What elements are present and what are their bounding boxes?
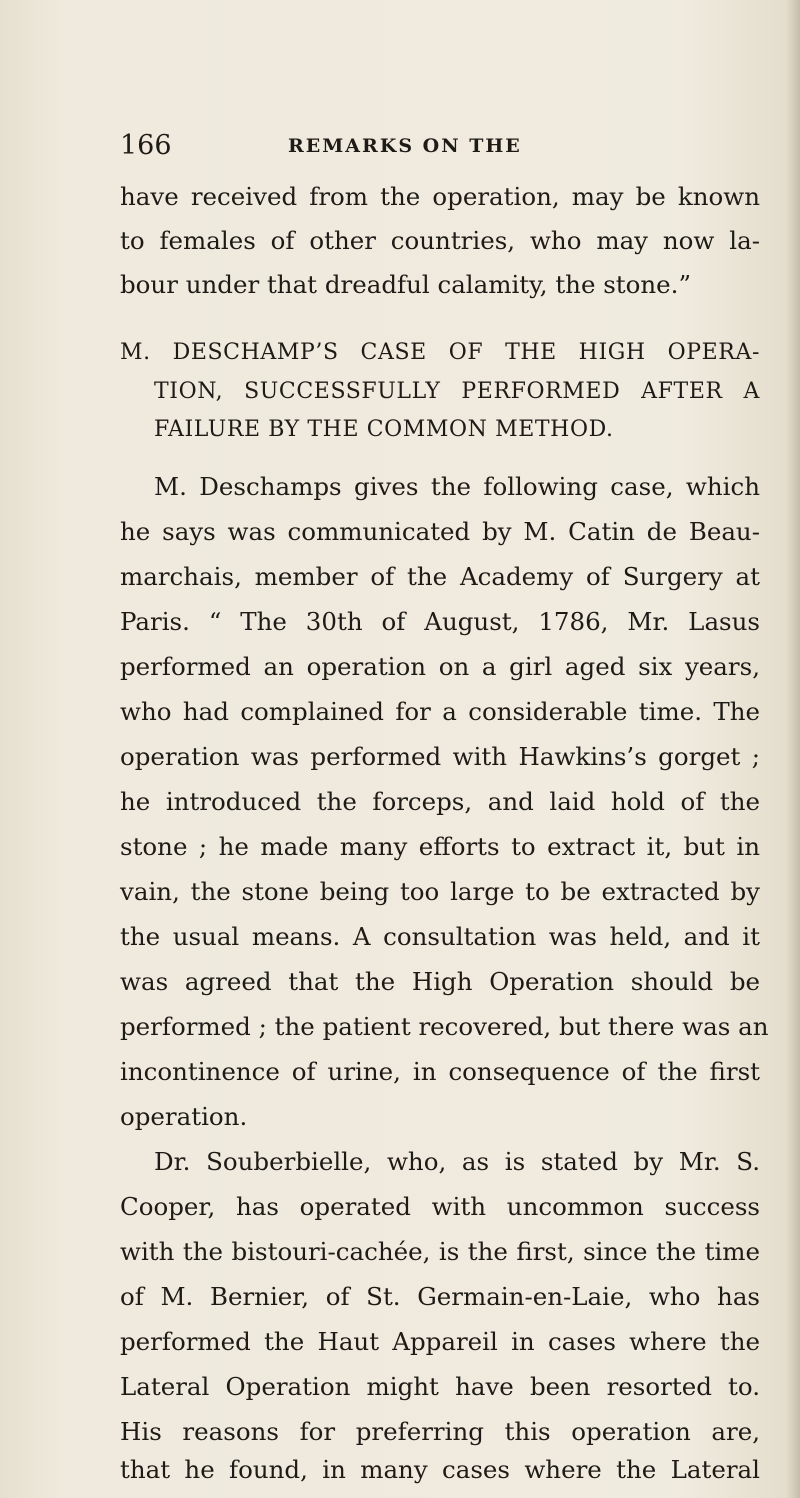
text-line: M. Deschamps gives the following case, which — [154, 472, 760, 501]
text-line: with the bistouri-cachée, is the first, since the time — [120, 1237, 760, 1266]
text-line: have received from the operation, may be known — [120, 182, 760, 211]
text-line: performed the Haut Appareil in cases where the — [120, 1327, 760, 1356]
text-line: bour under that dreadful calamity, the stone.” — [120, 270, 691, 299]
section-heading-line: FAILURE BY THE COMMON METHOD. — [154, 417, 614, 442]
text-line: Dr. Souberbielle, who, as is stated by Mr. S. — [154, 1147, 760, 1176]
text-line: performed an operation on a girl aged six years, — [120, 652, 760, 681]
page-header — [120, 128, 760, 164]
page-number: 166 — [120, 130, 172, 161]
text-line: to females of other countries, who may now la- — [120, 226, 760, 255]
text-line: was agreed that the High Operation should be — [120, 967, 760, 996]
text-line: that he found, in many cases where the Lateral — [120, 1455, 760, 1484]
text-line: of M. Bernier, of St. Germain-en-Laie, who has — [120, 1282, 760, 1311]
text-line: the usual means. A consultation was held, and it — [120, 922, 760, 951]
text-line: Lateral Operation might have been resorted to. — [120, 1372, 760, 1401]
text-line: who had complained for a considerable time. The — [120, 697, 760, 726]
text-line: His reasons for preferring this operation are, — [120, 1417, 760, 1446]
text-line: performed ; the patient recovered, but there was an — [120, 1012, 769, 1041]
text-line: marchais, member of the Academy of Surgery at — [120, 562, 760, 591]
text-line: operation was performed with Hawkins’s gorget ; — [120, 742, 760, 771]
text-line: he says was communicated by M. Catin de Beau- — [120, 517, 760, 546]
section-heading-line: M. DESCHAMP’S CASE OF THE HIGH OPERA- — [120, 340, 760, 365]
text-line: he introduced the forceps, and laid hold of the — [120, 787, 760, 816]
page-edge-shadow — [786, 0, 800, 1498]
text-line: Cooper, has operated with uncommon success — [120, 1192, 760, 1221]
text-line: vain, the stone being too large to be extracted by — [120, 877, 760, 906]
text-line: Paris. “ The 30th of August, 1786, Mr. Lasus — [120, 607, 760, 636]
text-line: stone ; he made many efforts to extract it, but in — [120, 832, 760, 861]
running-head: REMARKS ON THE — [288, 135, 522, 157]
section-heading-line: TION, SUCCESSFULLY PERFORMED AFTER A — [154, 379, 760, 404]
text-line: incontinence of urine, in consequence of the first — [120, 1057, 760, 1086]
text-line: operation. — [120, 1102, 248, 1131]
